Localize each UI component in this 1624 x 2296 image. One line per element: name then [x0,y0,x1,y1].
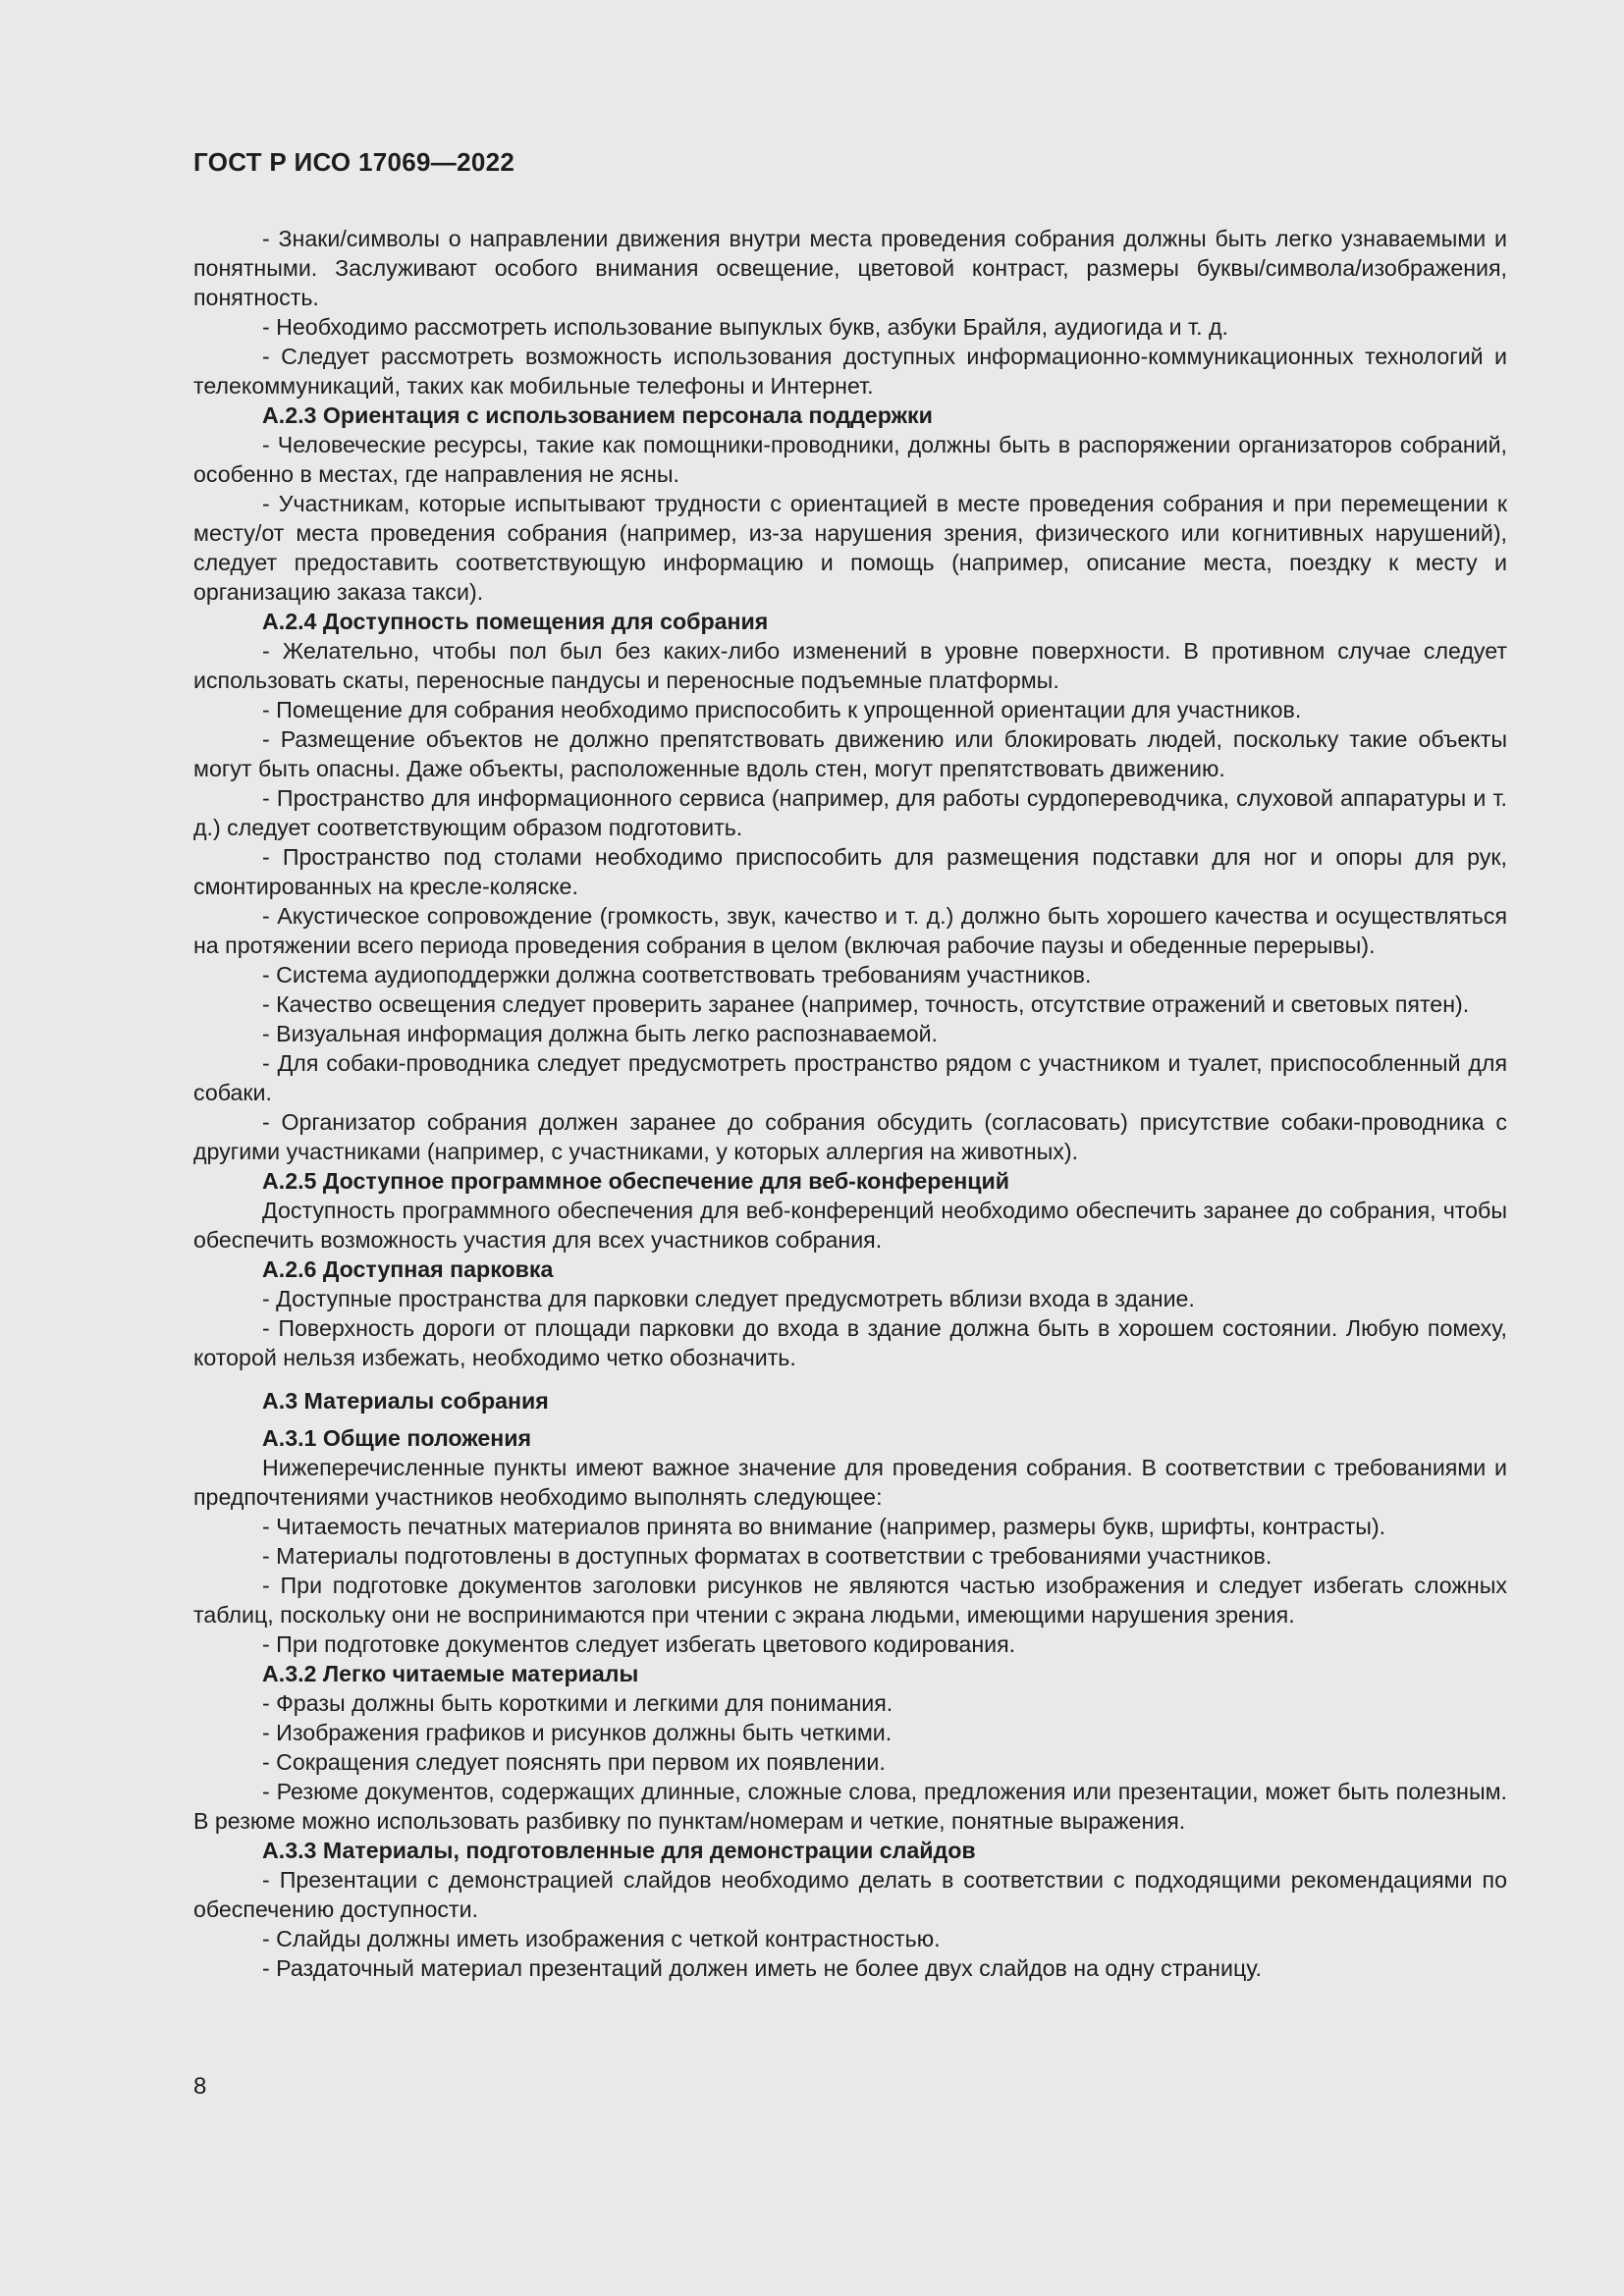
paragraph: - Система аудиоподдержки должна соответствовать требованиям участников. [262,962,1092,988]
section-heading: А.3.2 Легко читаемые материалы [262,1661,639,1686]
paragraph: - Фразы должны быть короткими и легкими для понимания. [262,1690,893,1716]
paragraph: - Пространство под столами необходимо приспособить для размещения подставки для ног и опоры для рук, смонтированных на кресле-коляске. [193,844,1507,899]
paragraph: - Знаки/символы о направлении движения внутри места проведения собрания должны быть легко узнаваемыми и понятными. Заслуживают особого внимания освещение, цветовой контраст, размеры буквы/символа/изображения, понятность. [193,226,1507,310]
paragraph: - Доступные пространства для парковки следует предусмотреть вблизи входа в здание. [262,1286,1195,1311]
section-heading: А.2.5 Доступное программное обеспечение для веб-конференций [262,1168,1010,1194]
paragraph: Нижеперечисленные пункты имеют важное значение для проведения собрания. В соответствии с требованиями и предпочтениями участников необходимо выполнять следующее: [193,1455,1507,1510]
paragraph: - Читаемость печатных материалов принята во внимание (например, размеры букв, шрифты, контрасты). [262,1514,1386,1539]
paragraph: - Желательно, чтобы пол был без каких-либо изменений в уровне поверхности. В противном случае следует использовать скаты, переносные пандусы и переносные подъемные платформы. [193,638,1507,693]
paragraph: - Для собаки-проводника следует предусмотреть пространство рядом с участником и туалет, приспособленный для собаки. [193,1050,1507,1105]
paragraph: - Слайды должны иметь изображения с четкой контрастностью. [262,1926,941,1951]
paragraph: - Визуальная информация должна быть легко распознаваемой. [262,1021,938,1046]
paragraph: - Необходимо рассмотреть использование выпуклых букв, азбуки Брайля, аудиогида и т. д. [262,314,1228,340]
document-body [193,224,1507,1983]
paragraph: - Акустическое сопровождение (громкость, звук, качество и т. д.) должно быть хорошего качества и осуществляться на протяжении всего периода проведения собрания в целом (включая рабочие паузы и обеденные перерывы). [193,903,1507,958]
paragraph: - Человеческие ресурсы, такие как помощники-проводники, должны быть в распоряжении организаторов собраний, особенно в местах, где направления не ясны. [193,432,1507,487]
document-header: ГОСТ Р ИСО 17069—2022 [193,147,515,177]
paragraph: - Презентации с демонстрацией слайдов необходимо делать в соответствии с подходящими рекомендациями по обеспечению доступности. [193,1867,1507,1922]
paragraph: - Изображения графиков и рисунков должны быть четкими. [262,1720,893,1745]
section-heading: А.2.3 Ориентация с использованием персонала поддержки [262,402,933,428]
paragraph: - Качество освещения следует проверить заранее (например, точность, отсутствие отражений и световых пятен). [262,991,1470,1017]
paragraph: - Организатор собрания должен заранее до собрания обсудить (согласовать) присутствие собаки-проводника с другими участниками (например, с участниками, у которых аллергия на животных). [193,1109,1507,1164]
page-number: 8 [193,2073,207,2100]
paragraph: - Поверхность дороги от площади парковки до входа в здание должна быть в хорошем состоянии. Любую помеху, которой нельзя избежать, необходимо четко обозначить. [193,1315,1507,1370]
paragraph: - Пространство для информационного сервиса (например, для работы сурдопереводчика, слуховой аппаратуры и т. д.) следует соответствующим образом подготовить. [193,785,1507,840]
section-heading: А.3.1 Общие положения [262,1425,532,1451]
section-heading: А.2.6 Доступная парковка [262,1256,554,1282]
paragraph: - Следует рассмотреть возможность использования доступных информационно-коммуникационных технологий и телекоммуникаций, таких как мобильные телефоны и Интернет. [193,344,1507,399]
paragraph: - Участникам, которые испытывают трудности с ориентацией в месте проведения собрания и при перемещении к месту/от места проведения собрания (например, из-за нарушения зрения, физического или когнитивных нарушений), следует предоставить соответствующую информацию и помощь (например, описание места, поездку к месту и организацию заказа такси). [193,491,1507,605]
paragraph: - При подготовке документов заголовки рисунков не являются частью изображения и следует избегать сложных таблиц, поскольку они не воспринимаются при чтении с экрана людьми, имеющими нарушения зрения. [193,1573,1507,1628]
section-heading: А.2.4 Доступность помещения для собрания [262,609,769,634]
paragraph: - Резюме документов, содержащих длинные, сложные слова, предложения или презентации, может быть полезным. В резюме можно использовать разбивку по пунктам/номерам и четкие, понятные выражения. [193,1779,1507,1834]
paragraph: - Раздаточный материал презентаций должен иметь не более двух слайдов на одну страницу. [262,1955,1262,1981]
section-heading: А.3.3 Материалы, подготовленные для демонстрации слайдов [262,1838,976,1863]
paragraph: Доступность программного обеспечения для веб-конференций необходимо обеспечить заранее до собрания, чтобы обеспечить возможность участия для всех участников собрания. [193,1198,1507,1253]
section-heading: А.3 Материалы собрания [262,1388,549,1414]
paragraph: - Помещение для собрания необходимо приспособить к упрощенной ориентации для участников. [262,697,1302,722]
paragraph: - Размещение объектов не должно препятствовать движению или блокировать людей, поскольку такие объекты могут быть опасны. Даже объекты, расположенные вдоль стен, могут препятствовать движению. [193,726,1507,781]
paragraph: - При подготовке документов следует избегать цветового кодирования. [262,1631,1016,1657]
paragraph: - Сокращения следует пояснять при первом их появлении. [262,1749,886,1775]
paragraph: - Материалы подготовлены в доступных форматах в соответствии с требованиями участников. [262,1543,1272,1569]
